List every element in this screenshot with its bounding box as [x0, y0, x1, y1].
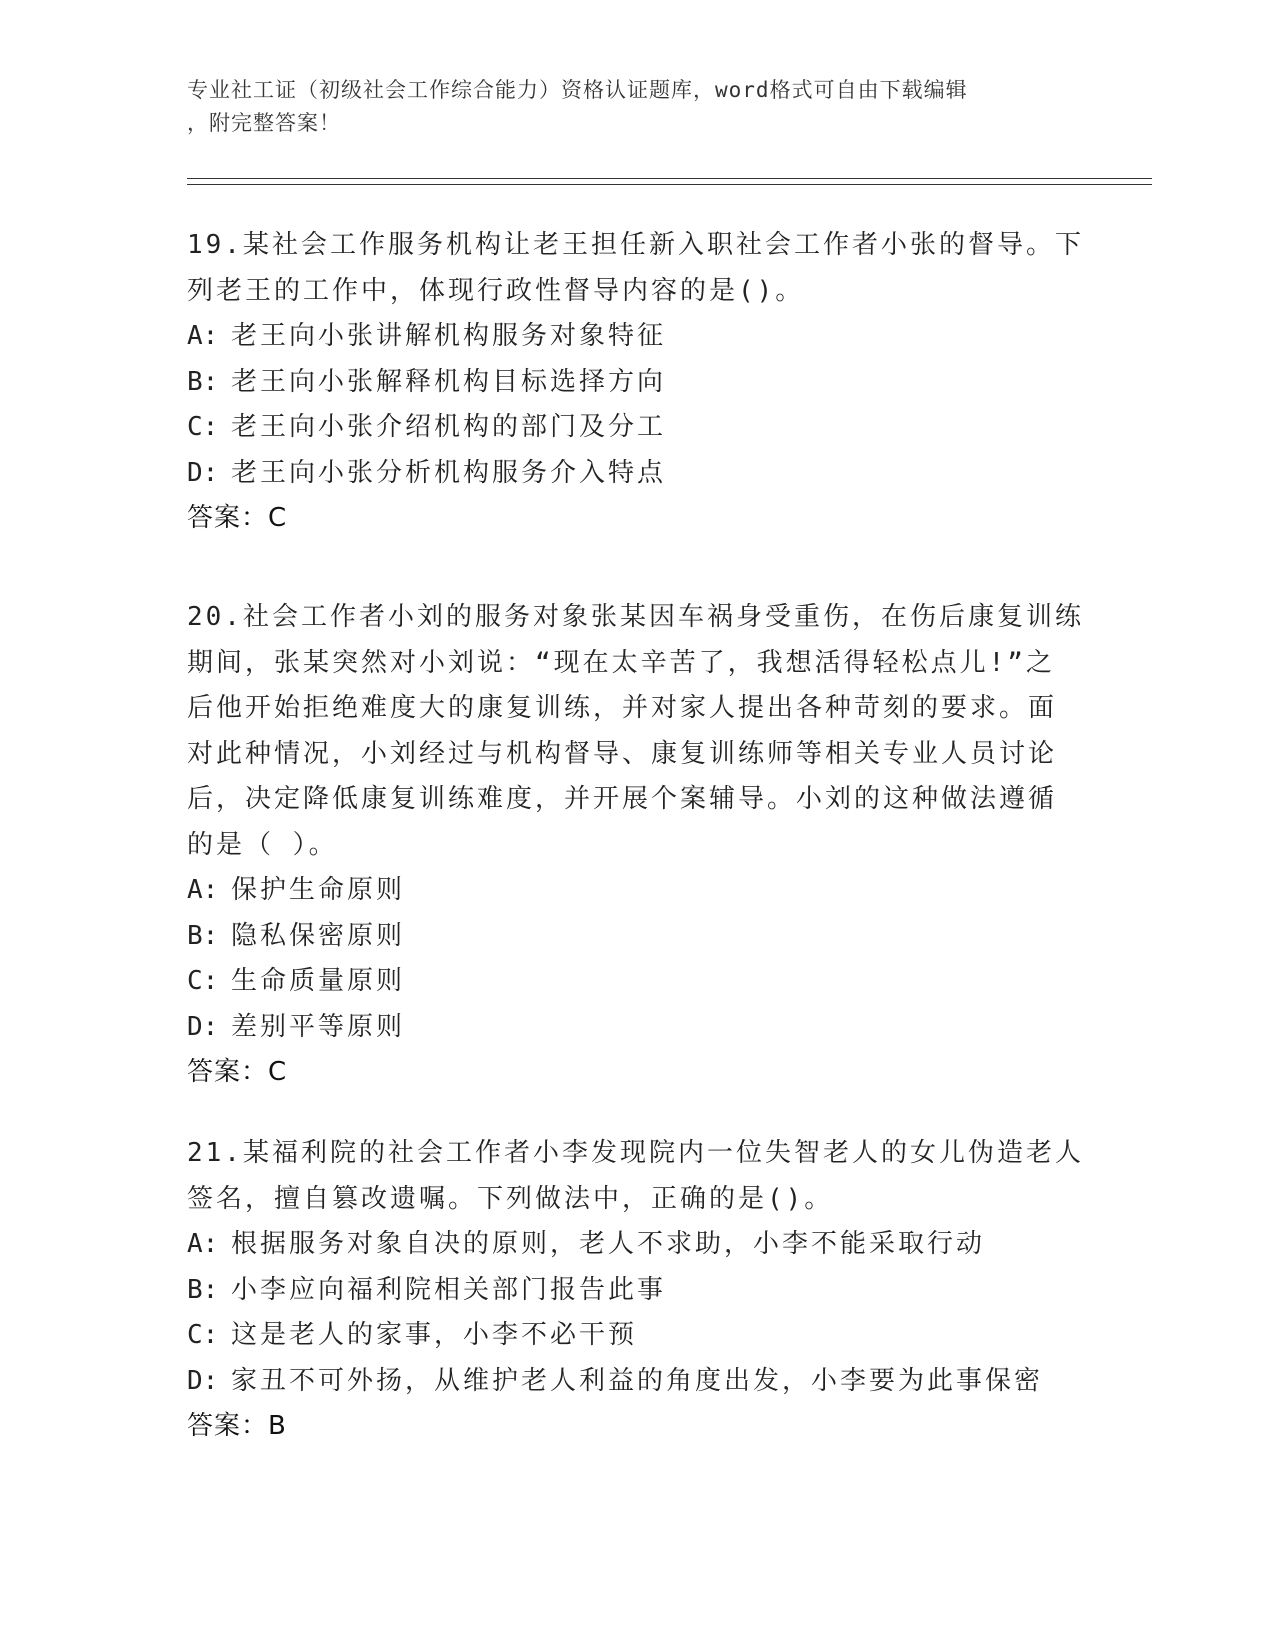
- option-text: 保护生命原则: [231, 875, 406, 905]
- option-letter: C:: [187, 412, 219, 442]
- option-text: 小李应向福利院相关部门报告此事: [231, 1274, 667, 1305]
- option-b: [187, 1268, 1087, 1314]
- option-letter: D:: [187, 1011, 219, 1042]
- option-b: [187, 914, 1087, 960]
- option-text: 隐私保密原则: [231, 920, 406, 951]
- option-letter: A:: [187, 1229, 219, 1259]
- option-text: 老王向小张解释机构目标选择方向: [231, 366, 667, 397]
- option-text: 差别平等原则: [231, 1011, 406, 1042]
- question-stem-line: 后他开始拒绝难度大的康复训练，并对家人提出各种苛刻的要求。面: [187, 693, 1058, 723]
- option-text: 这是老人的家事，小李不必干预: [231, 1320, 638, 1350]
- option-text: 家丑不可外扬，从维护老人利益的角度出发，小李要为此事保密: [231, 1365, 1044, 1396]
- question-20: [187, 595, 1087, 1096]
- option-letter: C:: [187, 1320, 219, 1350]
- option-letter: B:: [187, 366, 219, 397]
- option-d: [187, 1359, 1087, 1405]
- option-d: [187, 1005, 1087, 1051]
- question-stem-line: 列老王的工作中，体现行政性督导内容的是()。: [187, 275, 805, 306]
- question-21: [187, 1131, 1087, 1450]
- question-stem-line: 21.某福利院的社会工作者小李发现院内一位失智老人的女儿伪造老人: [187, 1138, 1084, 1168]
- document-header: [187, 74, 1067, 140]
- option-text: 老王向小张分析机构服务介入特点: [231, 457, 667, 488]
- option-c: [187, 405, 1087, 451]
- option-text: 老王向小张介绍机构的部门及分工: [231, 412, 667, 442]
- option-text: 生命质量原则: [231, 966, 406, 996]
- question-stem-line: 20.社会工作者小刘的服务对象张某因车祸身受重伤，在伤后康复训练: [187, 602, 1084, 632]
- question-19: [187, 223, 1087, 542]
- question-stem-line: 19.某社会工作服务机构让老王担任新入职社会工作者小张的督导。下: [187, 230, 1084, 260]
- option-a: [187, 1222, 1087, 1268]
- question-stem-line: 期间，张某突然对小刘说：“现在太辛苦了，我想活得轻松点儿!”之: [187, 647, 1055, 678]
- question-stem-line: 后，决定降低康复训练难度，并开展个案辅导。小刘的这种做法遵循: [187, 784, 1058, 814]
- option-d: [187, 451, 1087, 497]
- option-letter: A:: [187, 875, 219, 905]
- answer-line: 答案：B: [187, 1411, 287, 1441]
- option-a: [187, 868, 1087, 914]
- question-stem-line: 对此种情况，小刘经过与机构督导、康复训练师等相关专业人员讨论: [187, 738, 1058, 769]
- question-stem-line: 的是（ ）。: [187, 829, 338, 860]
- header-divider: [187, 178, 1152, 185]
- option-a: [187, 314, 1087, 360]
- option-letter: B:: [187, 920, 219, 951]
- option-letter: D:: [187, 457, 219, 488]
- option-text: 老王向小张讲解机构服务对象特征: [231, 321, 667, 351]
- option-b: [187, 360, 1087, 406]
- question-stem-line: 签名，擅自篡改遗嘱。下列做法中，正确的是()。: [187, 1183, 834, 1214]
- option-c: [187, 959, 1087, 1005]
- header-line-1: 专业社工证（初级社会工作综合能力）资格认证题库，word格式可自由下载编辑: [187, 78, 968, 102]
- option-letter: A:: [187, 321, 219, 351]
- answer-line: 答案：C: [187, 1057, 288, 1087]
- option-letter: B:: [187, 1274, 219, 1305]
- header-line-2: ，附完整答案！: [187, 111, 341, 135]
- answer-line: 答案：C: [187, 503, 288, 533]
- option-c: [187, 1313, 1087, 1359]
- option-letter: C:: [187, 966, 219, 996]
- option-letter: D:: [187, 1365, 219, 1396]
- option-text: 根据服务对象自决的原则，老人不求助，小李不能采取行动: [231, 1229, 986, 1259]
